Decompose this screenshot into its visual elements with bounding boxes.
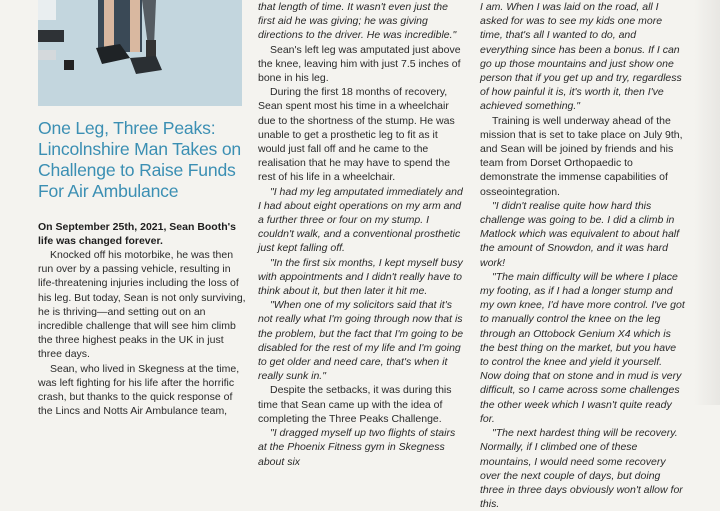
paragraph: Knocked off his motorbike, he was then run over by a passing vehicle, resulting in life-threatening injuries including the loss of his leg. But today, Sean is not only surviving, he is thriving—and setting out on an incredible challenge that will see him climb the three highest peaks in the UK in just three days.: [38, 249, 246, 361]
page-edge-shadow: [694, 0, 720, 405]
article-headline: One Leg, Three Peaks: Lincolnshire Man Takes on Challenge to Raise Funds For Air Ambulance: [38, 118, 241, 201]
paragraph: "The main difficulty will be where I place my footing, as if I had a longer stump and my own knee, I'd have more control. I've got to manually control the knee on the leg through an Ottobock Genium X4 which is the best thing on the market, but you have to control the knee and yield it yourself. Now doing that on stone and in mud is very difficult, so I came across some challenges the other week which I wasn't quite ready for.: [480, 270, 685, 425]
column-2-body: [258, 0, 464, 469]
paragraph: Training is well underway ahead of the mission that is set to take place on July 9th, and Sean will be joined by friends and his team from Dorset Orthopaedic to demonstrate the immense capabilities of osseointegration.: [480, 114, 683, 198]
paragraph: "In the first six months, I kept myself busy with appointments and I didn't really have to think about it, but then later it hit me.: [258, 256, 463, 298]
paragraph: Sean's left leg was amputated just above the knee, leaving him with just 7.5 inches of bone in his leg.: [258, 43, 461, 85]
paragraph: Despite the setbacks, it was during this time that Sean came up with the idea of completing the Three Peaks Challenge.: [258, 384, 452, 425]
paragraph: "The next hardest thing will be recovery. Normally, if I climbed one of these mountains, I would need some recovery over the next couple of days, but doing three in three days obviously won't allow for this.: [480, 427, 683, 511]
paragraph: Sean, who lived in Skegness at the time, was left fighting for his life after the horrific crash, but thanks to the quick response of the Lincs and Notts Air Ambulance team,: [38, 362, 240, 418]
paragraph: "When one of my solicitors said that it's not really what I'm going through now that is the problem, but the fact that I'm going to be disabled for the rest of my life and I'm going to get older and need care, that's when it really sunk in.": [258, 299, 464, 383]
paragraph: During the first 18 months of recovery, Sean spent most his time in a wheelchair due to the shortness of the stump. He was unable to get a prosthetic leg to fit as it would just fall off and he came to the realisation that he may have to spend the rest of his life in a wheelchair.: [258, 86, 455, 184]
paragraph: "I didn't realise quite how hard this challenge was going to be. I did a climb in Matlock which was equivalent to about half the amount of Snowdon, and it was hard work!: [480, 199, 680, 269]
paragraph: I am. When I was laid on the road, all I asked for was to see my kids one more time, that's all I wanted to do, and everything since has been a bonus. If I can go up those mountains and just show one person that if you get up and try, regardless of how painful it is, it's worth it, then I've achieved something.": [480, 1, 682, 113]
column-3-body: [480, 0, 686, 511]
paragraph: "I dragged myself up two flights of stairs at the Phoenix Fitness gym in Skegness about six: [258, 427, 456, 468]
paragraph: that length of time. It wasn't even just the first aid he was giving; he was giving directions to the driver. He was incredible.": [258, 1, 457, 42]
prosthetic-leg-photo-graphic: [38, 0, 242, 106]
column-1-body: [38, 248, 246, 418]
paragraph: "I had my leg amputated immediately and I had about eight operations on my arm and a further three or four on my stump. I couldn't walk, and a conventional prosthetic just kept falling off.: [258, 185, 463, 255]
article-lead: On September 25th, 2021, Sean Booth's life was changed forever.: [38, 221, 236, 247]
article-photo: [38, 0, 242, 106]
